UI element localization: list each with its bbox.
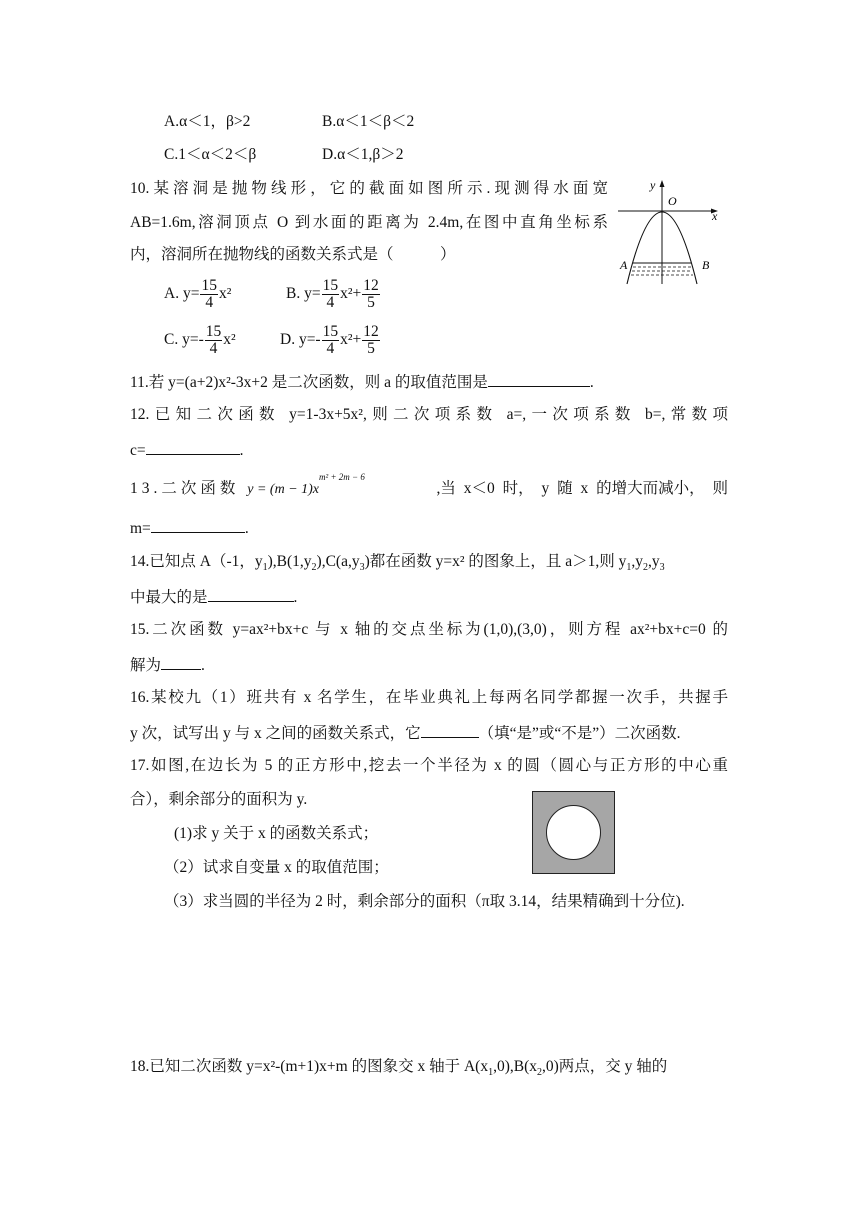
q10-option-a: A. y= $\frac{15}{4}$ x² — [164, 276, 232, 311]
q13-exponent: m² + 2m − 6 — [319, 471, 365, 482]
q12-answer-blank[interactable] — [146, 438, 240, 455]
q13-line2: m= . — [130, 516, 249, 540]
q10-option-d: D. y=- $\frac{15}{4}$ x²+ $\frac{12}{5}$ — [280, 322, 379, 357]
q10-line3: 内，溶洞所在抛物线的函数关系式是（ ） — [130, 246, 456, 263]
fig-label-o: O — [668, 194, 677, 208]
q13-answer-blank[interactable] — [151, 516, 245, 533]
q9-option-c: C.1＜α＜2＜β — [164, 146, 257, 163]
q15-answer-blank[interactable] — [161, 653, 201, 670]
q17-line2: 合），剩余部分的面积为 y. — [130, 791, 308, 808]
q10-line2: AB=1.6m,溶洞顶点 O 到水面的距离为 2.4m,在图中直角坐标系 — [130, 214, 608, 231]
fig-label-x: x — [712, 209, 718, 223]
q17-sub2: （2）试求自变量 x 的取值范围； — [164, 859, 389, 876]
q10-line1: 10.某溶洞是抛物线形，它的截面如图所示.现测得水面宽 — [130, 180, 608, 197]
q13-formula: y = (m − 1)x — [247, 482, 320, 497]
q14-line1: 14.已知点 A（-1，$y_1),B(1,y_2),C(a,y_3)$都在函数 y=x² 的图象上，且 a＞1,则 $y_1,y_2,y_3$ — [130, 553, 665, 574]
q15-line1: 15.二次函数 y=ax²+bx+c 与 x 轴的交点坐标为(1,0),(3,0)，则方程 ax²+bx+c=0 的 — [130, 621, 728, 638]
q18-line1: 18.已知二次函数 y=x²-(m+1)x+m 的图象交 x 轴于 $A(x_1,0),B(x_2,0)$两点，交 y 轴的 — [130, 1058, 668, 1079]
q11-answer-blank[interactable] — [488, 370, 590, 387]
q12-line2: c= . — [130, 438, 244, 462]
q9-option-a: A.α＜1，β>2 — [164, 113, 251, 130]
q16-line1: 16.某校九（1）班共有 x 名学生，在毕业典礼上每两名同学都握一次手，共握手 — [130, 689, 728, 706]
q17-sub1: (1)求 y 关于 x 的函数关系式； — [174, 825, 379, 842]
q10-option-c: C. y=- $\frac{15}{4}$ x² — [164, 322, 236, 357]
q17-line1: 17.如图,在边长为 5 的正方形中,挖去一个半径为 x 的圆（圆心与正方形的中心重 — [130, 757, 728, 774]
q9-option-d: D.α＜1,β＞2 — [322, 146, 404, 163]
fig-label-y: y — [650, 178, 656, 192]
q17-sub3: （3）求当圆的半径为 2 时，剩余部分的面积（π取 3.14，结果精确到十分位). — [164, 893, 685, 910]
fig-label-b: B — [702, 258, 710, 272]
square-circle-figure — [532, 791, 616, 875]
cave-parabola-figure — [614, 174, 724, 286]
q15-line2: 解为 . — [130, 653, 205, 677]
q16-line2: y 次，试写出 y 与 x 之间的函数关系式，它 （填“是”或“不是”）二次函数. — [130, 721, 681, 745]
q11: 11.若 y=(a+2)x²-3x+2 是二次函数，则 a 的取值范围是 . — [130, 370, 594, 394]
fig-label-a: A — [620, 258, 628, 272]
q16-answer-blank[interactable] — [421, 721, 479, 738]
q13-line1: 13.二次函数 $y = (m - 1)x^{m^2 + 2m - 6}$ ,当 x＜0 时， y 随 x 的增大而减小， 则 — [130, 471, 728, 497]
q9-option-b: B.α＜1＜β＜2 — [322, 113, 415, 130]
q14-answer-blank[interactable] — [208, 585, 294, 602]
q14-line2: 中最大的是 . — [130, 585, 297, 609]
q12-line1: 12.已知二次函数 y=1-3x+5x²,则二次项系数 a=,一次项系数 b=,常数项 — [130, 406, 728, 423]
q10-option-b: B. y= $\frac{15}{4}$ x²+ $\frac{12}{5}$ — [286, 276, 379, 311]
